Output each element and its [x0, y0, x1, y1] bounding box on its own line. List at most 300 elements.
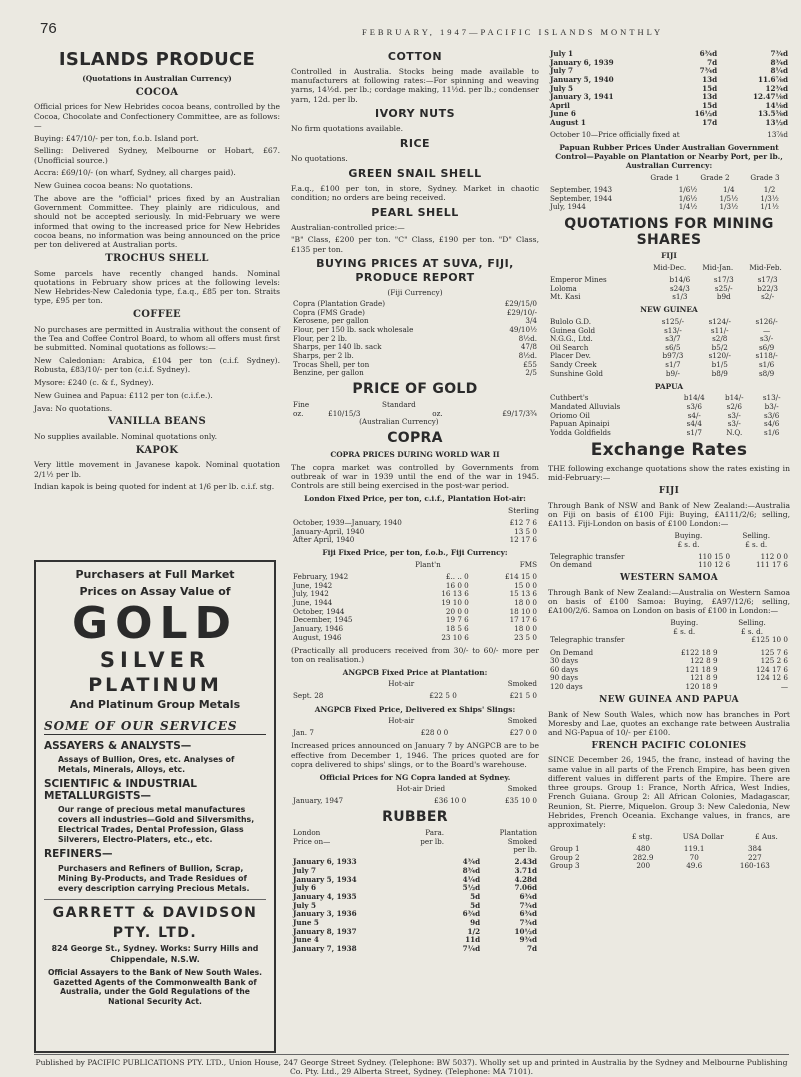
row-value: b22/3 — [757, 283, 778, 293]
rice-body-para: No quotations. — [291, 153, 348, 163]
mining-papua-table — [548, 394, 790, 437]
mid-jan-label: Mid-Jan. — [702, 262, 734, 272]
row-label: January, 1946 — [293, 624, 344, 633]
cocoa-body — [34, 102, 280, 249]
table-row — [548, 674, 790, 683]
row-value: £35 10 0 — [504, 796, 537, 806]
copra-intro: The copra market was controlled by Governments from outbreak of war in 1939 until the end of the war in 1945. Controls are still being exercised in the post-war period. — [291, 462, 539, 491]
row-value: 2/5 — [525, 368, 537, 378]
row-value: £14 15 0 — [504, 572, 537, 582]
row-label: January 3, 1941 — [550, 92, 614, 102]
fiji-buying-lsd: £ s. d. — [677, 539, 700, 549]
row-label: January 6, 1939 — [550, 57, 614, 67]
ng-copra-colheads — [291, 785, 539, 794]
exchange-samoa-label: WESTERN SAMOA — [619, 573, 719, 584]
gold-heading: PRICE OF GOLD — [352, 381, 478, 398]
samoa-buying-label: Buying. — [670, 618, 699, 628]
kapok-body-para: Very little movement in Javanese kapok. Nominal quotation 2/1½ per lb. — [34, 460, 280, 479]
row-value: 12 17 6 — [509, 535, 537, 545]
row-value: 47/8 — [520, 342, 537, 352]
row-value: s6/9 — [758, 342, 775, 352]
ad-metallurgists-text: Our range of precious metal manufactures covers all industries—Gold and Silversmiths, Electrical Trades, Dental Profession, Glass Silverers, Electro-Platers, etc., etc. — [58, 804, 255, 845]
row-value: 18 0 0 — [514, 598, 537, 608]
row-value: 13 5 0 — [514, 526, 537, 536]
row-label: July 5 — [293, 900, 317, 910]
row-value: s8/9 — [758, 368, 775, 378]
coffee-body — [34, 325, 280, 413]
row-value: s4/4 — [686, 419, 702, 429]
ad-official-note: Official Assayers to the Bank of New South Wales. Gazetted Agents of the Commonwealth Bank of Australia, under the Gold Regulations of the National Security Act. — [47, 967, 263, 1007]
gold-standard-label: Standard — [382, 399, 416, 409]
row-value: £29/10/- — [506, 307, 537, 317]
row-value: s4/6 — [764, 419, 780, 429]
row-value: s3/- — [760, 334, 774, 344]
mid-dec-label: Mid-Dec. — [653, 262, 687, 272]
row-value: 7d — [526, 943, 537, 953]
row-value: 1/3½ — [760, 193, 779, 203]
row-value: s125/- — [661, 316, 685, 326]
copra-heading: COPRA — [387, 430, 443, 447]
coffee-body-para: New Caledonian: Arabica, £104 per ton (c.i.f. Sydney). Robusta, £83/10/- per ton (c.i.f. Sydney). — [34, 356, 280, 375]
french-usd-label: USA Dollar — [682, 831, 724, 841]
row-value: s1/7 — [665, 360, 681, 370]
ad-services-heading: SOME OF OUR SERVICES — [44, 719, 266, 735]
row-value: 18 10 0 — [509, 606, 537, 616]
row-label: Trocas Shell, per ton — [293, 359, 370, 369]
copra-fiji-heading: Fiji Fixed Price, per ton, f.o.b., Fiji Currency: — [322, 548, 508, 558]
table-row — [548, 59, 790, 68]
fiji-selling-lsd: £ s. d. — [745, 539, 768, 549]
rubber-october-label: October 10—Price officially fixed at — [550, 130, 680, 140]
row-value: 5½d — [462, 883, 481, 893]
row-value: 2.43d — [514, 857, 537, 867]
samoa-tt-value: £125 10 0 — [751, 635, 788, 645]
coffee-body-para: Java: No quotations. — [34, 403, 113, 413]
samoa-tt-label: Telegraphic transfer — [550, 635, 625, 645]
table-row — [548, 429, 790, 438]
row-label: July 7 — [293, 866, 317, 876]
row-label: January-April, 1940 — [293, 526, 365, 536]
row-value: 4¼d — [462, 874, 481, 884]
pearl-body — [291, 223, 539, 254]
cocoa-body-para: Accra: £69/10/- (on wharf, Sydney, all charges paid). — [34, 168, 236, 178]
row-label: Group 1 — [550, 844, 580, 854]
row-value: 1/6½ — [678, 193, 698, 203]
row-value: s4/- — [687, 410, 701, 420]
row-value: s25/- — [714, 283, 733, 293]
ivory-heading: IVORY NUTS — [375, 107, 455, 121]
row-label: 60 days — [550, 664, 579, 674]
gold-table — [291, 401, 539, 427]
row-value: 15d — [702, 83, 718, 93]
cotton-heading: COTTON — [387, 50, 443, 63]
table-row — [291, 729, 539, 738]
coffee-body-para: Mysore: £240 (c. & f., Sydney). — [34, 378, 154, 388]
row-value: s13/- — [664, 325, 682, 335]
row-value: 110 15 0 — [698, 551, 731, 561]
mining-fiji-label: FIJI — [661, 251, 677, 261]
running-header: FEBRUARY, 1947—PACIFIC ISLANDS MONTHLY — [362, 27, 664, 37]
exchange-samoa-colheads — [548, 619, 790, 645]
exchange-french-label: FRENCH PACIFIC COLONIES — [591, 740, 747, 751]
row-value: 120 18 9 — [685, 682, 718, 692]
row-value: 15 0 0 — [514, 580, 537, 590]
row-label: June 5 — [293, 917, 319, 927]
cocoa-body-para: New Guinea cocoa beans: No quotations. — [34, 181, 193, 191]
row-value: £12 7 6 — [509, 518, 537, 528]
samoa-buying-lsd: £ s. d. — [673, 626, 696, 636]
row-label: Loloma — [550, 283, 577, 293]
row-label: January, 1947 — [293, 796, 344, 806]
row-value: s3/- — [727, 410, 741, 420]
row-label: February, 1942 — [293, 572, 349, 582]
row-value: s1/6 — [758, 360, 775, 370]
grade-3-label: Grade 3 — [750, 173, 780, 182]
row-value: 5d — [470, 892, 481, 902]
row-value: 18 0 0 — [514, 624, 537, 633]
row-value: b9/- — [665, 368, 680, 378]
row-label: January 4, 1935 — [293, 892, 357, 902]
copra-fiji-colheads — [291, 561, 539, 570]
row-label: Benzine, per gallon — [293, 368, 364, 378]
trochus-body-para: Some parcels have recently changed hands. Nominal quotations in February show prices at the following levels: New Hebrides-New Caledonia type, f.a.q., £85 per ton. Straits type, £95 per ton. — [34, 268, 280, 306]
angpcb-slings-heading: ANGPCB Fixed Price, Delivered ex Ships' Slings: — [314, 704, 516, 714]
ad-platinum-group: And Platinum Group Metals — [69, 698, 241, 712]
row-label: July 5 — [550, 83, 574, 93]
table-row — [548, 666, 790, 675]
rubber-para-unit: per lb. — [420, 836, 445, 846]
column-commodities — [291, 50, 539, 1052]
row-label: July, 1942 — [293, 589, 329, 599]
row-value: b1/5 — [711, 360, 728, 370]
ng-copra-heading: Official Prices for NG Copra landed at Sydney. — [319, 772, 511, 782]
rubber-october-value: 13⅞d — [767, 130, 788, 140]
row-label: Flour, per 150 lb. sack wholesale — [293, 325, 414, 335]
mining-heading: QUOTATIONS FOR MINING SHARES — [564, 215, 774, 248]
row-value: 13d — [702, 74, 718, 84]
ad-refiners-heading: REFINERS— — [44, 848, 113, 861]
row-label: Group 2 — [550, 852, 580, 862]
row-label: 30 days — [550, 656, 579, 666]
page-footer: Published by PACIFIC PUBLICATIONS PTY. LTD., Union House, 247 George Street Sydney. (Telephone: BW 5037). Wholly set up and printed in Australia by the Sydney and Melbourne Publishing Co. Pty. Ltd., 29 Alberta Street, Sydney. (Telephone: MA 7101). — [34, 1054, 789, 1077]
slings-hotair-label: Hot-air — [388, 716, 415, 726]
row-value: 7¾d — [770, 49, 788, 58]
row-value: 8½d. — [518, 350, 537, 360]
row-label: Cuthbert's — [550, 393, 589, 403]
table-row — [291, 797, 539, 806]
french-stg-label: £ stg. — [631, 831, 653, 841]
row-value: 9¾d — [519, 935, 537, 945]
row-value: 1/4½ — [678, 202, 698, 212]
rice-heading: RICE — [399, 137, 431, 151]
row-value: £36 10 0 — [434, 796, 467, 806]
row-value: 121 18 9 — [685, 664, 718, 674]
table-row — [548, 93, 790, 102]
row-label: Papuan Apinaipi — [550, 419, 610, 429]
row-value: s1/7 — [686, 427, 702, 437]
gold-fine-value: £10/15/3 — [328, 408, 361, 418]
exchange-fiji-label: FIJI — [658, 486, 680, 497]
ivory-body — [291, 124, 539, 133]
mining-fiji-table — [548, 276, 790, 302]
row-value: 10½d — [514, 926, 537, 936]
row-label: January 7, 1938 — [293, 943, 357, 953]
row-value: 5d — [470, 900, 481, 910]
papuan-grade-heads — [548, 174, 790, 183]
row-value: 124 17 6 — [755, 664, 788, 674]
row-value: s1/6 — [764, 427, 780, 437]
row-value: 200 — [636, 861, 651, 871]
pearl-heading: PEARL SHELL — [371, 205, 459, 219]
row-label: January 8, 1937 — [293, 926, 357, 936]
row-value: s2/6 — [726, 402, 742, 412]
pearl-body-para: Australian-controlled price:— — [291, 222, 405, 232]
row-label: January 6, 1933 — [293, 857, 357, 867]
row-label: 90 days — [550, 673, 579, 683]
row-value: s24/3 — [669, 283, 690, 293]
row-value: 23 10 6 — [441, 632, 469, 642]
row-value: 1/2 — [467, 926, 481, 936]
rubber-october-row — [548, 131, 790, 140]
ad-metallurgists-heading: SCIENTIFIC & INDUSTRIAL METALLURGISTS— — [44, 777, 197, 802]
row-value: 6¾d — [519, 909, 537, 919]
row-value: 1/2 — [763, 185, 776, 195]
cocoa-body-para: Selling: Delivered Sydney, Melbourne or Hobart, £67. (Unofficial source.) — [34, 146, 280, 165]
row-label: October, 1939—January, 1940 — [293, 518, 402, 528]
trochus-heading: TROCHUS SHELL — [105, 252, 209, 264]
row-label: Mandated Alluvials — [550, 402, 621, 412]
table-row — [548, 649, 790, 658]
exchange-french-text: SINCE December 26, 1945, the franc, instead of having the same value in all parts of the French Empire, has been given different values in different parts of the Empire. There are three groups. Group 1: France, North Africa, West Indies, French Guiana. Group 2: All African Colonies, Madagascar, Reunion, St. Pierre, Miquelon. Group 3: New Caledonia, New Hebrides, French Oceania. Exchange values, in francs, are approximately: — [548, 755, 790, 830]
row-label: Sharps, per 2 lb. — [293, 350, 354, 360]
row-label: 120 days — [550, 682, 583, 692]
rubber-heading: RUBBER — [382, 809, 448, 826]
table-row — [291, 536, 539, 545]
row-value: 384 — [747, 844, 762, 854]
row-value: 7¼d — [462, 943, 481, 953]
kapok-body-para: Indian kapok is being quoted for indent at 1/6 per lb. c.i.f. stg. — [34, 482, 275, 492]
row-value: s120/- — [708, 351, 731, 361]
row-value: s3/6 — [764, 410, 780, 420]
row-value: 282.9 — [632, 852, 654, 862]
row-value: 8¾d — [462, 866, 481, 876]
row-value: b97/3 — [662, 351, 684, 361]
row-label: Kerosene, per gallon — [293, 316, 369, 326]
rubber-smoked-label: Smoked — [507, 836, 537, 846]
ad-firm-suffix: PTY. LTD. — [112, 924, 198, 941]
row-value: 7¾d — [519, 917, 537, 927]
ad-headline-1: Purchasers at Full Market — [75, 568, 235, 581]
angpcb-smoked-label: Smoked — [507, 679, 537, 689]
column-shares-exchange — [548, 50, 790, 1052]
row-label: July 7 — [550, 66, 574, 76]
table-row — [548, 119, 790, 128]
table-row — [291, 692, 539, 701]
mining-ng-label: NEW GUINEA — [640, 305, 698, 315]
row-value: 19 10 0 — [441, 598, 469, 608]
row-label: July 6 — [293, 883, 317, 893]
row-value: 14⅛d — [765, 100, 788, 110]
row-value: s126/- — [755, 316, 778, 326]
row-label: Sandy Creek — [550, 360, 597, 370]
row-value: 19 7 6 — [445, 615, 469, 625]
row-label: Group 3 — [550, 861, 580, 871]
row-value: 49/10½ — [509, 325, 537, 335]
row-value: 7¾d — [699, 66, 718, 76]
row-value: £122 18 9 — [680, 647, 718, 657]
table-row — [548, 102, 790, 111]
row-value: 20 0 0 — [445, 606, 469, 616]
row-value: 125 2 6 — [760, 656, 788, 666]
rubber-para-label: Para. — [425, 828, 445, 838]
row-value: b9d — [716, 292, 731, 302]
row-value: s17/3 — [713, 274, 734, 284]
kapok-body — [34, 460, 280, 491]
copra-fiji-table — [291, 573, 539, 642]
row-label: January 5, 1934 — [293, 874, 357, 884]
ad-firm-name: GARRETT & DAVIDSON — [52, 904, 258, 921]
angpcb-plantation-colheads — [291, 680, 539, 689]
row-value: b5/2 — [711, 342, 728, 352]
row-value: 111 17 6 — [755, 560, 788, 570]
row-value: 16 0 0 — [445, 580, 469, 590]
row-value: 12¾d — [765, 83, 788, 93]
row-value: 125 7 6 — [760, 647, 788, 657]
angpcb-plantation-table — [291, 692, 539, 701]
exchange-samoa-table — [548, 649, 790, 692]
kapok-heading: KAPOK — [135, 444, 179, 456]
ng-smoked-label: Smoked — [507, 784, 537, 794]
exchange-ngp-text: Bank of New South Wales, which now has branches in Port Moresby and Lae, quotes an exchange rate between Australia and NG-Papua of 10/- per £100. — [548, 709, 790, 738]
row-value: 17 17 6 — [509, 615, 537, 625]
row-value: 480 — [636, 844, 651, 854]
angpcb-slings-table — [291, 729, 539, 738]
coffee-body-para: New Guinea and Papua: £112 per ton (c.i.f.e.). — [34, 390, 213, 400]
copra-london-table — [291, 519, 539, 545]
row-value: 9d — [470, 917, 481, 927]
row-value: 1/5½ — [719, 193, 739, 203]
row-value: 124 12 6 — [755, 673, 788, 683]
ng-hotair-label: Hot-air Dried — [396, 784, 446, 794]
row-label: September, 1944 — [550, 193, 613, 203]
table-row — [291, 876, 539, 885]
suva-currency: (Fiji Currency) — [387, 287, 443, 297]
snail-heading: GREEN SNAIL SHELL — [348, 166, 482, 180]
row-value: s3/- — [727, 419, 741, 429]
exchange-heading: Exchange Rates — [590, 440, 748, 461]
angpcb-note: Increased prices announced on January 7 by ANGPCB are to be effective from December 1, 1946. The prices quoted are for copra delivered to ships' slings, or to the Board's warehouse. — [291, 741, 539, 769]
table-row — [548, 285, 790, 294]
ad-address: 824 George St., Sydney. Works: Surry Hills and Chippendale, N.S.W. — [51, 944, 259, 964]
ad-refiners-text: Purchasers and Refiners of Bullion, Scrap, Mining By-Products, and Trade Residues of every description carrying Precious Metals. — [58, 863, 250, 893]
gold-fine-label: Fine — [293, 399, 310, 409]
table-row — [291, 634, 539, 643]
exchange-french-table — [548, 845, 790, 871]
row-label: August, 1946 — [293, 632, 342, 642]
row-value: 122 8 9 — [690, 656, 718, 666]
row-label: December, 1945 — [293, 615, 353, 625]
french-aus-label: £ Aus. — [755, 831, 778, 841]
cocoa-body-para: The above are the "official" prices fixed by an Australian Government Committee. They plainly are ridiculous, and should not be accepted seriously. In mid-February we were informed that owing to the increased price for New Hebrides cocoa beans, no information was being announced on the price per ton delivered at Australian ports. — [34, 193, 280, 250]
row-label: June, 1942 — [293, 580, 333, 590]
table-row — [548, 657, 790, 666]
coffee-body-para: No purchases are permitted in Australia without the consent of the Tea and Coffee Control Board, to whom all offers must first be submitted. Nominal quotations as follows:— — [34, 324, 280, 353]
exchange-intro: THE following exchange quotations show the rates existing in mid-February:— — [548, 464, 790, 483]
row-value: 11.6⅞d — [758, 74, 788, 84]
exchange-fiji-table — [548, 553, 790, 570]
exchange-samoa-text: Through Bank of New Zealand:—Australia on Western Samoa on basis of £100 Samoa: Buying, £A97/12/6; selling, £A100/2/6. Samoa on London on basis of £100 in London:— — [548, 587, 790, 616]
row-label: N.G.G., Ltd. — [550, 334, 593, 344]
table-row — [291, 945, 539, 954]
ad-divider — [44, 899, 266, 900]
row-value: 4¾d — [462, 857, 481, 867]
row-label: January 3, 1936 — [293, 909, 357, 919]
papuan-rubber-table — [548, 186, 790, 212]
row-value: 112 0 0 — [760, 551, 788, 561]
vanilla-body — [34, 432, 280, 441]
row-label: January 5, 1940 — [550, 74, 614, 84]
row-value: 23 5 0 — [514, 632, 537, 642]
row-value: 12.47⅛d — [753, 92, 788, 102]
samoa-selling-lsd: £ s. d. — [740, 626, 763, 636]
row-value: 3.71d — [514, 866, 537, 876]
copra-plantn-label: Plant'n — [415, 560, 441, 570]
row-value: s2/- — [761, 292, 775, 302]
gold-standard-value: £9/17/3¾ — [502, 408, 537, 418]
pearl-body-para: "B" Class, £200 per ton. "C" Class, £190 per ton. "D" Class, £135 per ton. — [291, 235, 539, 254]
exchange-ngp-label: NEW GUINEA AND PAPUA — [599, 695, 739, 706]
table-row — [548, 293, 790, 302]
row-value: s17/3 — [757, 274, 778, 284]
row-value: s1/3 — [672, 292, 688, 302]
mining-colheads — [548, 264, 790, 273]
cocoa-body-para: Buying: £47/10/- per ton, f.o.b. Island port. — [34, 133, 199, 143]
row-label: After April, 1940 — [293, 535, 355, 545]
row-value: £.. .. 0 — [445, 572, 469, 582]
row-value: s13/- — [762, 393, 781, 403]
gold-oz-1: oz. — [293, 408, 304, 418]
cotton-body-para: Controlled in Australia. Stocks being made available to manufacturers at following rates:—For spinning and weaving yarns, 14½d. per lb.; cordage making, 11½d. per lb.; condenser yarn, 12d. per lb. — [291, 66, 539, 104]
row-value: 1/3½ — [719, 202, 739, 212]
page-number: 76 — [40, 20, 57, 37]
vanilla-heading: VANILLA BEANS — [108, 416, 206, 428]
row-value: 6¾d — [519, 892, 537, 902]
row-label: September, 1943 — [550, 185, 613, 195]
row-label: Sharps, per 140 lb. sack — [293, 342, 382, 352]
slings-smoked-label: Smoked — [507, 716, 537, 726]
row-value: N.Q. — [726, 427, 743, 437]
row-value: 18 5 6 — [445, 624, 469, 633]
row-value: 17d — [702, 118, 718, 128]
cotton-body — [291, 67, 539, 104]
exchange-fiji-text: Through Bank of NSW and Bank of New Zealand:—Australia on Fiji on basis of £100 Fiji: Buying, £A111/2/6; selling, £A113. Fiji-London on basis of £100 London:— — [548, 500, 790, 529]
row-value: s6/5 — [665, 342, 681, 352]
row-label: April — [550, 100, 570, 110]
suva-table — [291, 300, 539, 378]
row-value: 7d — [707, 57, 718, 67]
column-islands-produce — [34, 50, 280, 555]
row-value: 49.6 — [686, 861, 703, 871]
gold-currency-note: (Australian Currency) — [359, 417, 439, 427]
ad-silver: SILVER — [99, 647, 211, 672]
snail-body-para: F.a.q., £100 per ton, in store, Sydney. Market in chaotic condition; no orders are being received. — [291, 183, 539, 202]
ad-gold: GOLD — [71, 597, 239, 649]
rice-body — [291, 154, 539, 163]
row-label: Sunshine Gold — [550, 368, 603, 378]
papuan-rubber-heading: Papuan Rubber Prices Under Australian Government Control—Payable on Plantation or Nearby Port, per lb., Australian Currency: — [555, 143, 783, 171]
rubber-table-continued — [548, 50, 790, 128]
row-value: 8½d. — [518, 333, 537, 343]
